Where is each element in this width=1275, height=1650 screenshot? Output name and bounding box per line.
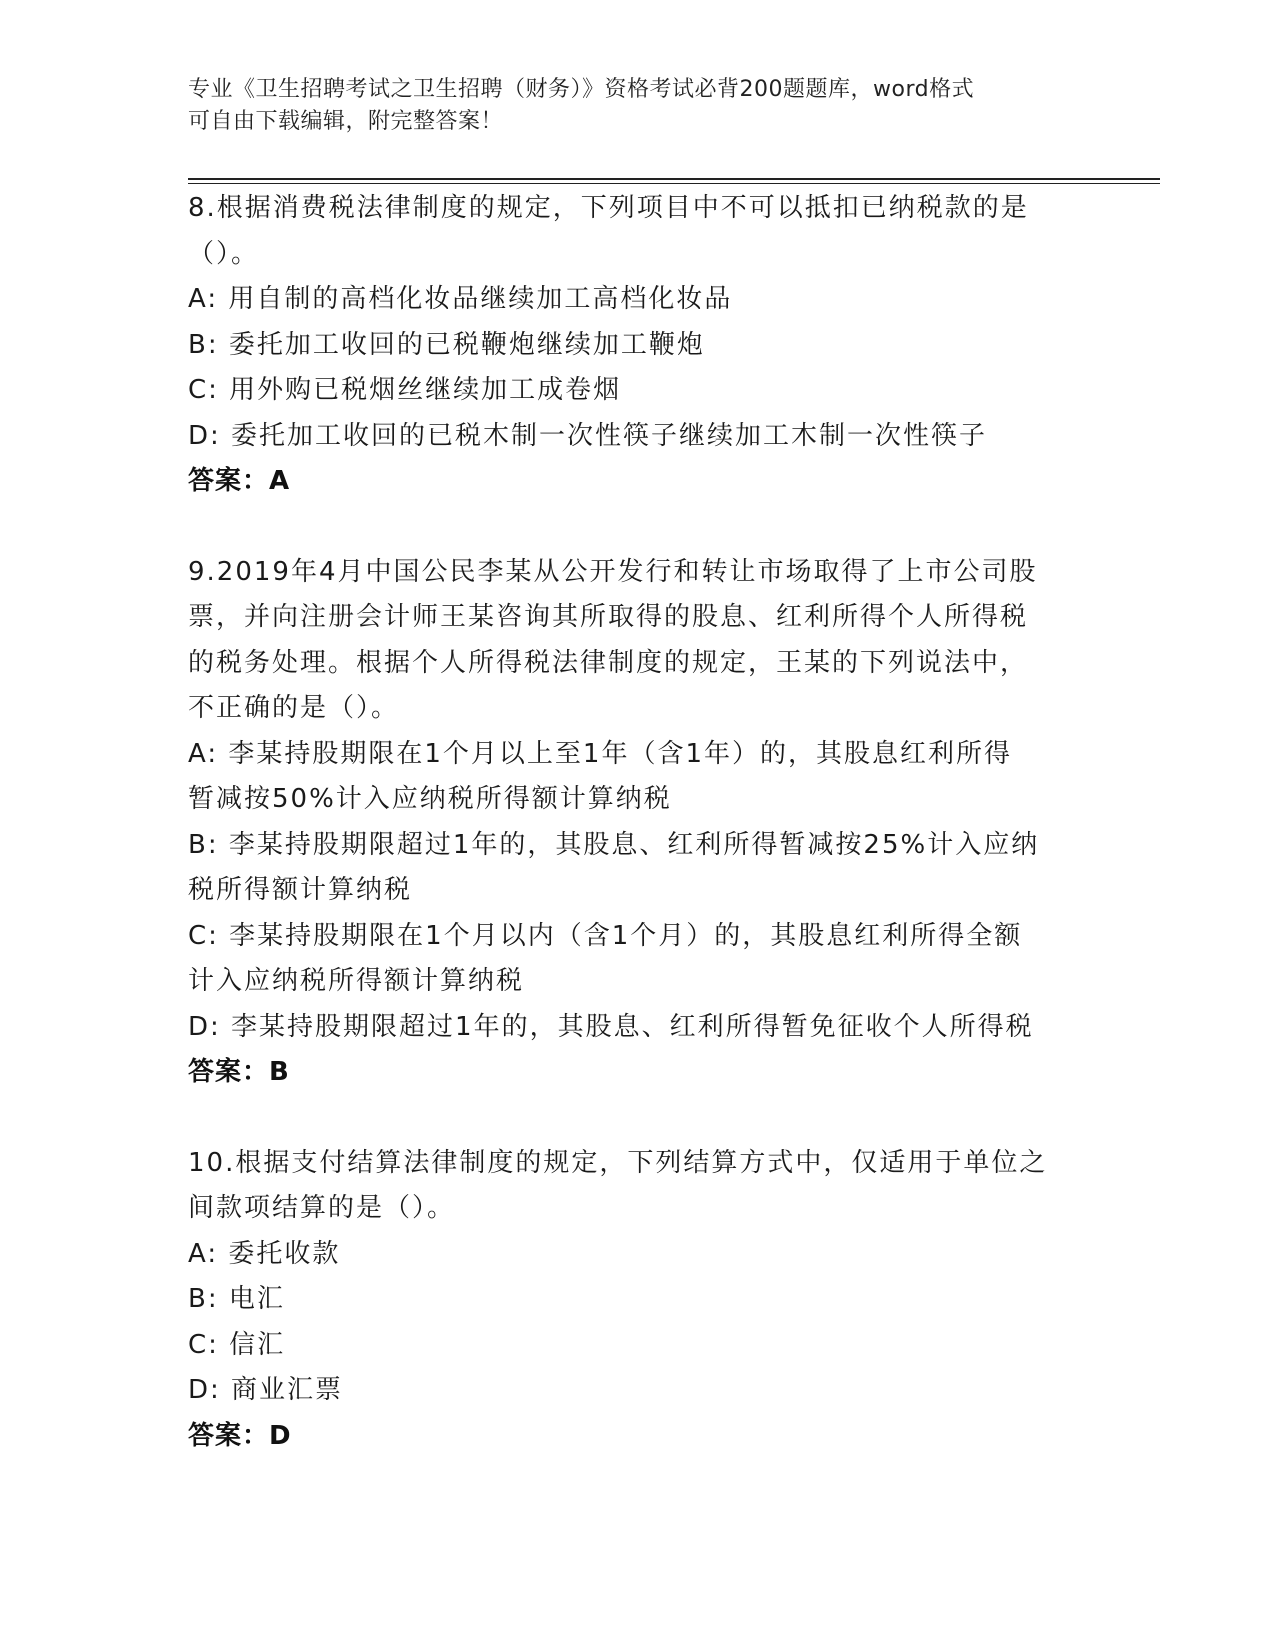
question-spacer: [188, 505, 1078, 550]
option-c: C: 李某持股期限在1个月以内（含1个月）的，其股息红利所得全额: [188, 920, 1023, 951]
question-stem-line: 间款项结算的是（）。: [188, 1193, 456, 1223]
answer-label: 答案：A: [188, 466, 291, 496]
option-d: D: 李某持股期限超过1年的，其股息、红利所得暂免征收个人所得税: [188, 1011, 1034, 1042]
option-b: B: 电汇: [188, 1284, 285, 1314]
header-line-1: 专业《卫生招聘考试之卫生招聘（财务）》资格考试必背200题题库，word格式: [188, 77, 975, 102]
option-a-continued: 暂减按50%计入应纳税所得额计算纳税: [188, 784, 672, 814]
option-c: C: 信汇: [188, 1329, 286, 1360]
question-stem-line: （）。: [188, 238, 260, 269]
option-a: A: 李某持股期限在1个月以上至1年（含1年）的，其股息红利所得: [188, 738, 1012, 769]
question-8: [188, 186, 1078, 505]
question-9: [188, 550, 1078, 1096]
option-b: B: 委托加工收回的已税鞭炮继续加工鞭炮: [188, 329, 705, 360]
question-stem-line: 不正确的是（）。: [188, 693, 400, 723]
option-a: A: 委托收款: [188, 1238, 341, 1269]
question-10: [188, 1141, 1078, 1460]
question-stem-line: 9.2019年4月中国公民李某从公开发行和转让市场取得了上市公司股: [188, 556, 1038, 587]
document-header: [188, 74, 1068, 138]
question-stem-line: 10.根据支付结算法律制度的规定，下列结算方式中，仅适用于单位之: [188, 1147, 1048, 1178]
question-spacer: [188, 1096, 1078, 1141]
header-line-2: 可自由下载编辑，附完整答案！: [188, 109, 504, 134]
option-b: B: 李某持股期限超过1年的，其股息、红利所得暂减按25%计入应纳: [188, 829, 1040, 860]
option-d: D: 商业汇票: [188, 1375, 344, 1405]
header-divider-thin: [188, 183, 1160, 184]
question-stem-line: 的税务处理。根据个人所得税法律制度的规定，王某的下列说法中，: [188, 647, 1029, 678]
question-stem-line: 票，并向注册会计师王某咨询其所取得的股息、红利所得个人所得税: [188, 602, 1029, 632]
answer-label: 答案：D: [188, 1420, 292, 1451]
option-b-continued: 税所得额计算纳税: [188, 875, 413, 905]
question-list: [188, 186, 1078, 1459]
header-divider-thick: [188, 178, 1160, 180]
option-d: D: 委托加工收回的已税木制一次性筷子继续加工木制一次性筷子: [188, 420, 988, 451]
option-a: A: 用自制的高档化妆品继续加工高档化妆品: [188, 284, 733, 314]
answer-label: 答案：B: [188, 1057, 290, 1087]
option-c: C: 用外购已税烟丝继续加工成卷烟: [188, 375, 622, 405]
question-stem-line: 8.根据消费税法律制度的规定，下列项目中不可以抵扣已纳税款的是: [188, 193, 1029, 223]
option-c-continued: 计入应纳税所得额计算纳税: [188, 966, 525, 996]
